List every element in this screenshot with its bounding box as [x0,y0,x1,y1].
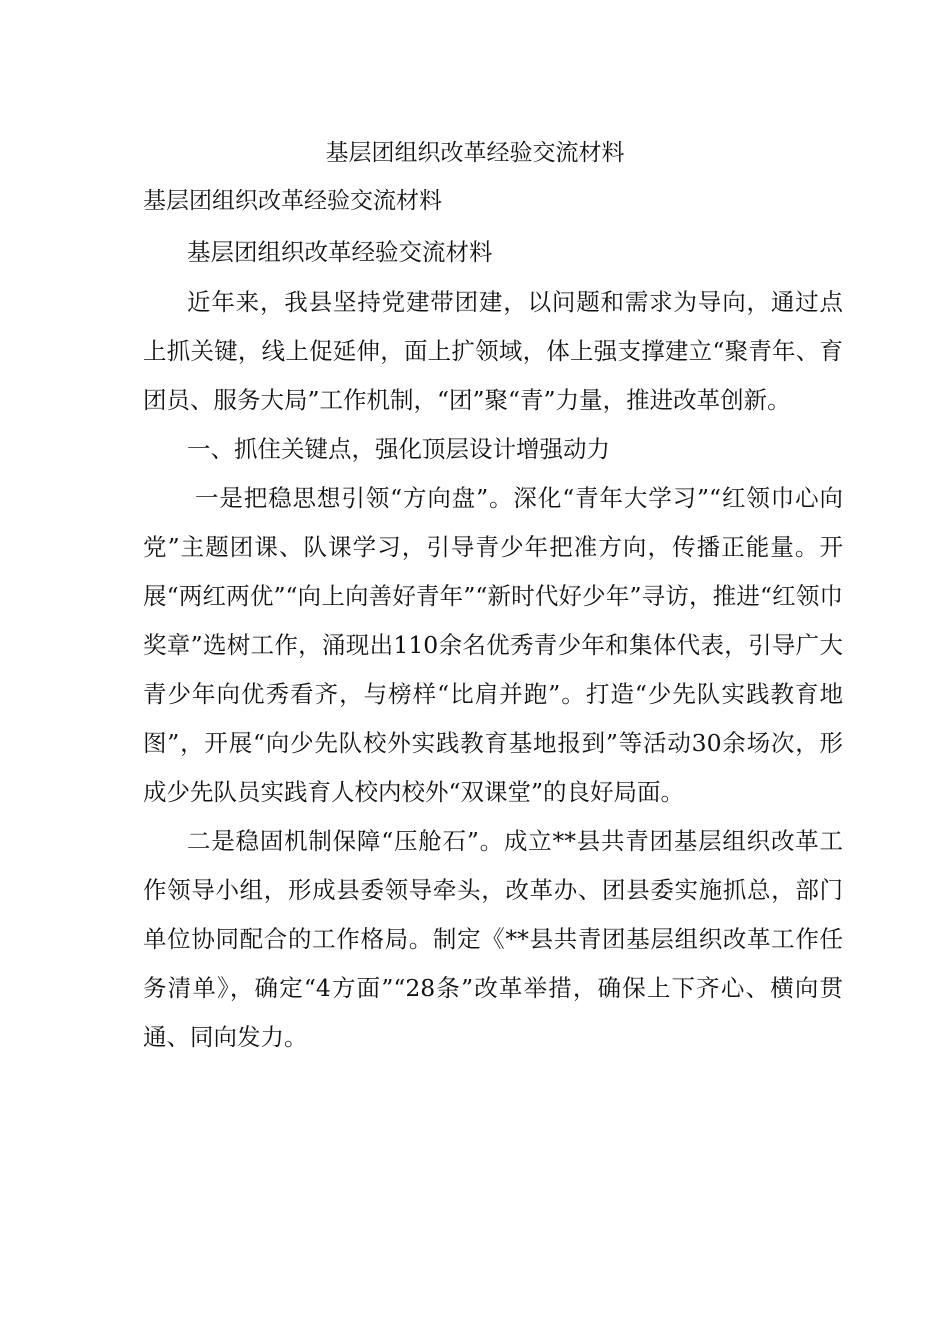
section-heading-1: 一、抓住关键点，强化顶层设计增强动力 [187,435,610,463]
paragraph-intro: 近年来，我县坚持党建带团建，以问题和需求为导向，通过点上抓关键，线上促延伸，面上扩领域，体上强支撑建立“聚青年、育团员、服务大局”工作机制，“团”聚“青”力量，推进改革创新。 [143,288,843,414]
document-heading-repeat: 基层团组织改革经验交流材料 [143,188,442,214]
document-body [143,232,843,1062]
document-sub-title: 基层团组织改革经验交流材料 [187,238,493,266]
document-title: 基层团组织改革经验交流材料 [325,140,625,166]
paragraph-point-1: 一是把稳思想引领“方向盘”。深化“青年大学习”“红领巾心向党”主题团课、队课学习，引导青少年把准方向，传播正能量。开展“两红两优”“向上向善好青年”“新时代好少年”寻访，推进“红领巾奖章”选树工作，涌现出110余名优秀青少年和集体代表，引导广大青少年向优秀看齐，与榜样“比肩并跑”。打造“少先队实践教育地图”，开展“向少先队校外实践教育基地报到”等活动30余场次，形成少先队员实践育人校内校外“双课堂”的良好局面。 [143,484,843,806]
paragraph-point-2: 二是稳固机制保障“压舱石”。成立**县共青团基层组织改革工作领导小组，形成县委领导牵头，改革办、团县委实施抓总，部门单位协同配合的工作格局。制定《**县共青团基层组织改革工作任务清单》，确定“4方面”“28条”改革举措，确保上下齐心、横向贯通、同向发力。 [143,827,843,1051]
